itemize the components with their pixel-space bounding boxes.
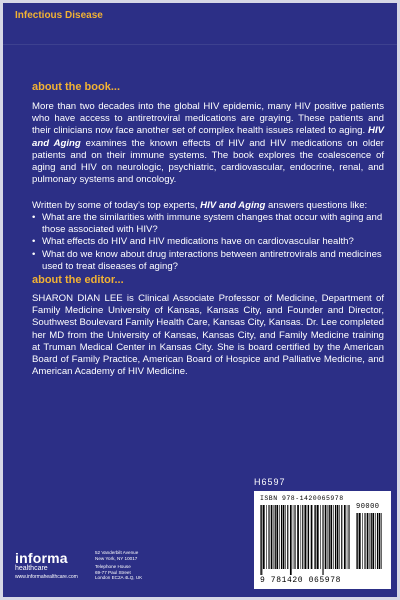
barcode-bar (290, 505, 292, 575)
barcode-panel (254, 491, 391, 589)
barcode-bar (281, 505, 282, 569)
barcode-bar (372, 513, 374, 569)
barcode-bar (335, 505, 336, 569)
barcode-bar (348, 505, 349, 569)
barcode-addon-digits: 90000 (356, 503, 380, 511)
address-line: 52 Vanderbilt Avenue (95, 550, 139, 555)
barcode-bar (317, 505, 319, 569)
barcode-bar (370, 513, 371, 569)
barcode-bar (333, 505, 334, 569)
about-editor-heading: about the editor... (32, 274, 124, 286)
barcode-bar (322, 505, 323, 575)
ean-digits: 9 781420 065978 (260, 576, 342, 585)
barcode-bar (293, 505, 294, 569)
address-line: New York, NY 10017 (95, 555, 138, 561)
barcode-bar (274, 505, 275, 569)
about-book-text: More than two decades into the global HIV epidemic, many HIV positive patients who have access to antiretroviral medications are graying. These patients and their clinicians now face another set of complex health issues related to aging. (32, 101, 384, 137)
publisher-address (95, 550, 142, 581)
barcode-bar (364, 513, 365, 569)
barcode-bar (381, 513, 382, 569)
barcode-bar (287, 505, 288, 569)
header-divider (3, 44, 397, 45)
barcode-bar (285, 505, 286, 569)
address-line: 69-77 Paul Street (95, 569, 131, 575)
address-line: London EC2A 4LQ, UK (95, 575, 143, 581)
barcode-bar (311, 505, 313, 569)
barcode-bar (294, 505, 295, 569)
barcode-bar (302, 505, 303, 569)
barcode-bar (359, 513, 361, 569)
address-line: Telephone House (95, 564, 131, 570)
question-item: • What are the similarities with immune system changes that occur with aging and those associated with HIV? (32, 212, 384, 236)
barcode-bar (283, 505, 285, 569)
about-book-paragraph (32, 101, 384, 186)
category-label: Infectious Disease (15, 10, 103, 21)
barcode-bar (328, 505, 329, 569)
questions-intro-end: answers questions like: (265, 200, 368, 211)
barcode-bar (279, 505, 280, 569)
barcode-bar (344, 505, 346, 569)
about-book-heading: about the book... (32, 81, 120, 93)
barcode-bar (375, 513, 376, 569)
book-title-inline: HIV and Aging (200, 200, 266, 211)
logo-division: healthcare (15, 565, 48, 572)
about-book-text-continued: examines the known effects of HIV and HIV medications on older patients and on their immune systems. The book explores the coalescence of aging and HIV on neurologic, psychiatric, cardiovascular, endocrine, renal, and pulmonary systems and oncology. (32, 137, 384, 186)
barcode-bar (271, 505, 273, 569)
barcode-bar (341, 505, 342, 569)
barcode-bar (371, 513, 372, 569)
barcode-bar (297, 505, 299, 569)
questions-intro-start: Written by some of today’s top experts, (32, 200, 201, 211)
barcode-bar (307, 505, 308, 569)
barcode-bar (263, 505, 265, 569)
barcode-bar (275, 505, 276, 569)
publisher-logo (15, 551, 78, 581)
barcode-bar (377, 513, 378, 569)
book-title: HIV and Aging (32, 125, 385, 149)
barcode-bar (308, 505, 309, 569)
addon-barcode (356, 513, 386, 575)
barcode-bar (379, 513, 381, 569)
question-item: • What do we know about drug interactions between antiretrovirals and medicines used to treat diseases of aging? (32, 249, 384, 273)
barcode-bar (304, 505, 306, 569)
barcode-bar (362, 513, 363, 569)
barcode-bar (315, 505, 316, 569)
barcode-bar (356, 513, 357, 569)
question-list (32, 212, 384, 273)
barcode-bar (347, 505, 348, 569)
barcode-bar (320, 505, 321, 569)
barcode-bar (337, 505, 339, 569)
barcode-bar (301, 505, 302, 569)
barcode-bar (325, 505, 327, 569)
question-item: • What effects do HIV and HIV medications have on cardiovascular health? (32, 236, 384, 248)
about-editor-paragraph: SHARON DIAN LEE is Clinical Associate Professor of Medicine, Department of Family Medicine University of Kansas, Kansas City, and Founder and Director, Southwest Boulevard Family Health Care, Kansas City, Kansas. Dr. Lee completed her MD from the University of Kansas, Kansas City, and Family Medicine training at Truman Medical Center in Kansas City. She is board certified by the American Board of Family Practice, American Board of Hospice and Palliative Medicine, and American Academy of HIV Medicine. (32, 293, 384, 378)
ean-barcode (260, 505, 352, 575)
barcode-bar (314, 505, 315, 569)
isbn-label: ISBN 978-1420065978 (260, 495, 344, 502)
informa-logo: informa (15, 550, 68, 566)
barcode-bar (268, 505, 269, 569)
barcode-bar (260, 505, 261, 575)
barcode-bar (329, 505, 330, 569)
questions-intro (32, 200, 384, 212)
barcode-bar (367, 513, 369, 569)
barcode-bar (330, 505, 332, 569)
barcode-bar (276, 505, 278, 569)
barcode-bar (357, 513, 358, 569)
barcode-bar (261, 505, 262, 575)
product-code: H6597 (254, 477, 286, 487)
publisher-url: www.informahealthcare.com (15, 574, 78, 580)
barcode-bar (266, 505, 267, 569)
barcode-bar (339, 505, 340, 569)
